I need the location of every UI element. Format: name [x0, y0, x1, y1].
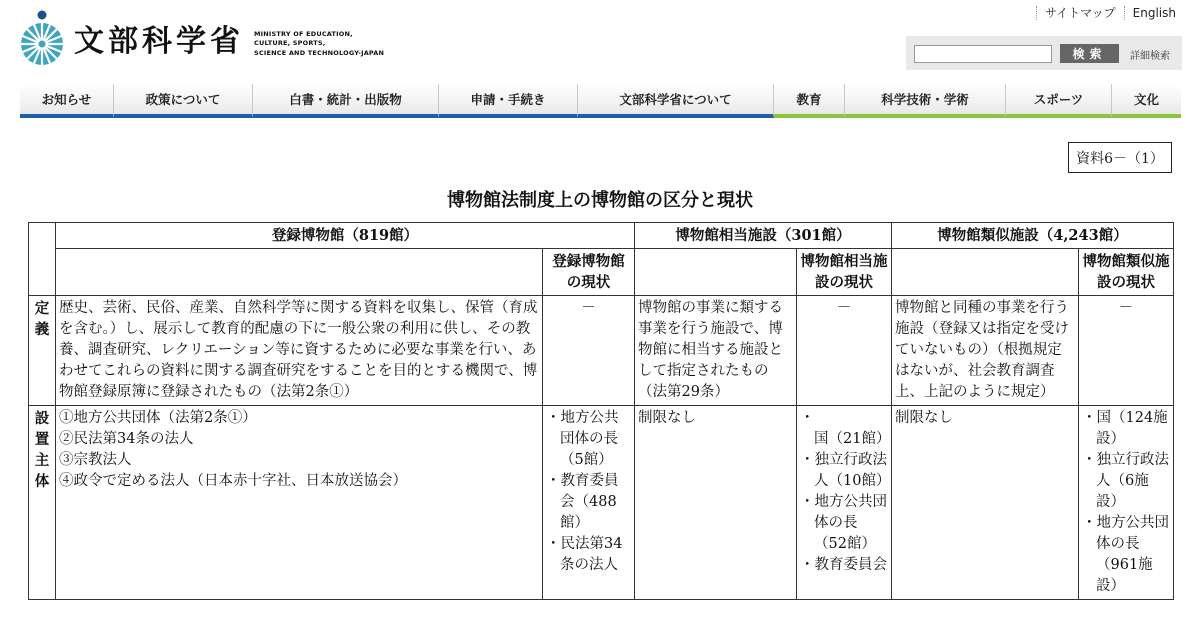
similar-definition-cell: 博物館と同種の事業を行う施設（登録又は指定を受けていないもの）（根拠規定はないが、社会教育調査上、上記のように規定） [892, 296, 1079, 406]
nav-item-culture[interactable]: 文化 [1112, 84, 1181, 118]
nav-item-news[interactable]: お知らせ [20, 84, 114, 118]
row-label-founder: 設置主体 [29, 406, 56, 600]
list-item: ・地方公共団体の長（961施設） [1082, 515, 1169, 594]
global-navigation [20, 84, 1181, 118]
similar-founder-status-cell [1079, 406, 1174, 600]
table-subheader-row [29, 249, 1174, 296]
museum-classification-table [28, 222, 1174, 600]
registered-status-header: 登録博物館の現状 [543, 249, 635, 296]
list-item: ①地方公共団体（法第2条①） [59, 410, 257, 426]
nav-item-sports[interactable]: スポーツ [1006, 84, 1112, 118]
list-item: ・民法第34条の法人 [546, 536, 623, 573]
equivalent-blank-header [635, 249, 797, 296]
category-equivalent-header: 博物館相当施設（301館） [635, 223, 892, 249]
list-item: ・地方公共団体の長（52館） [800, 494, 887, 552]
nav-item-about-ministry[interactable]: 文部科学省について [578, 84, 774, 118]
nav-item-education[interactable]: 教育 [774, 84, 845, 118]
row-label-definition: 定義 [29, 296, 56, 406]
registered-founder-status-cell [543, 406, 635, 600]
list-item: ②民法第34条の法人 [59, 431, 194, 447]
nav-item-publications[interactable]: 白書・統計・出版物 [253, 84, 439, 118]
registered-definition-cell: 歴史、芸術、民俗、産業、自然科学等に関する資料を収集し、保管（育成を含む。）し、展示して教育的配慮の下に一般公衆の利用に供し、その教養、調査研究、レクリエーション等に資するために必要な事業を行い、あわせてこれらの資料に関する調査研究をすることを目的とする機関で、博物館登録原簿に登録されたもの（法第2条①） [56, 296, 543, 406]
category-registered-header: 登録博物館（819館） [56, 223, 635, 249]
equivalent-definition-cell: 博物館の事業に類する事業を行う施設で、博物館に相当する施設として指定されたもの（法第29条） [635, 296, 797, 406]
list-item: ④政令で定める法人（日本赤十字社、日本放送協会） [59, 473, 407, 489]
site-search [906, 36, 1182, 70]
document-number-label: 資料6－（1） [1068, 142, 1172, 173]
list-item: ・教育委員会 [800, 557, 887, 573]
list-item: ・地方公共団体の長（5館） [546, 410, 619, 468]
sitemap-link[interactable]: サイトマップ [1036, 6, 1124, 20]
page-title: 博物館法制度上の博物館の区分と現状 [447, 190, 753, 211]
equivalent-status-header: 博物館相当施設の現状 [797, 249, 892, 296]
list-item: ・独立行政法人（10館） [800, 452, 891, 489]
search-button[interactable]: 検索 [1060, 44, 1119, 63]
registered-blank-header [56, 249, 543, 296]
list-item: ・教育委員会（488館） [546, 473, 619, 531]
list-item: ・国（124施設） [1082, 410, 1168, 447]
utility-links [1036, 6, 1184, 20]
list-item: ・国（21館） [800, 410, 891, 447]
similar-status-header: 博物館類似施設の現状 [1079, 249, 1174, 296]
ministry-emblem-icon [20, 10, 66, 66]
nav-item-policy[interactable]: 政策について [114, 84, 253, 118]
similar-blank-header [892, 249, 1079, 296]
advanced-search-link[interactable]: 詳細検索 [1130, 51, 1170, 62]
table-row-definition [29, 296, 1174, 406]
nav-item-science[interactable]: 科学技術・学術 [845, 84, 1006, 118]
registered-founder-cell [56, 406, 543, 600]
table-corner-cell [29, 223, 56, 296]
list-item: ③宗教法人 [59, 452, 132, 468]
nav-item-applications[interactable]: 申請・手続き [439, 84, 578, 118]
table-row-founder [29, 406, 1174, 600]
equivalent-founder-cell: 制限なし [635, 406, 797, 600]
similar-founder-cell: 制限なし [892, 406, 1079, 600]
equivalent-definition-status-cell: － [797, 296, 892, 406]
table-category-row [29, 223, 1174, 249]
logo-japanese-name: 文部科学省 [74, 24, 244, 59]
logo-english-name: MINISTRY OF EDUCATION, CULTURE, SPORTS, SCIENCE AND TECHNOLOGY-JAPAN [254, 29, 385, 57]
similar-definition-status-cell: － [1079, 296, 1174, 406]
search-input[interactable] [914, 45, 1052, 63]
category-similar-header: 博物館類似施設（4,243館） [892, 223, 1174, 249]
english-link[interactable]: English [1124, 6, 1184, 20]
ministry-logo[interactable] [20, 10, 384, 66]
registered-definition-status-cell: － [543, 296, 635, 406]
equivalent-founder-status-cell [797, 406, 892, 600]
list-item: ・独立行政法人（6施設） [1082, 452, 1169, 510]
